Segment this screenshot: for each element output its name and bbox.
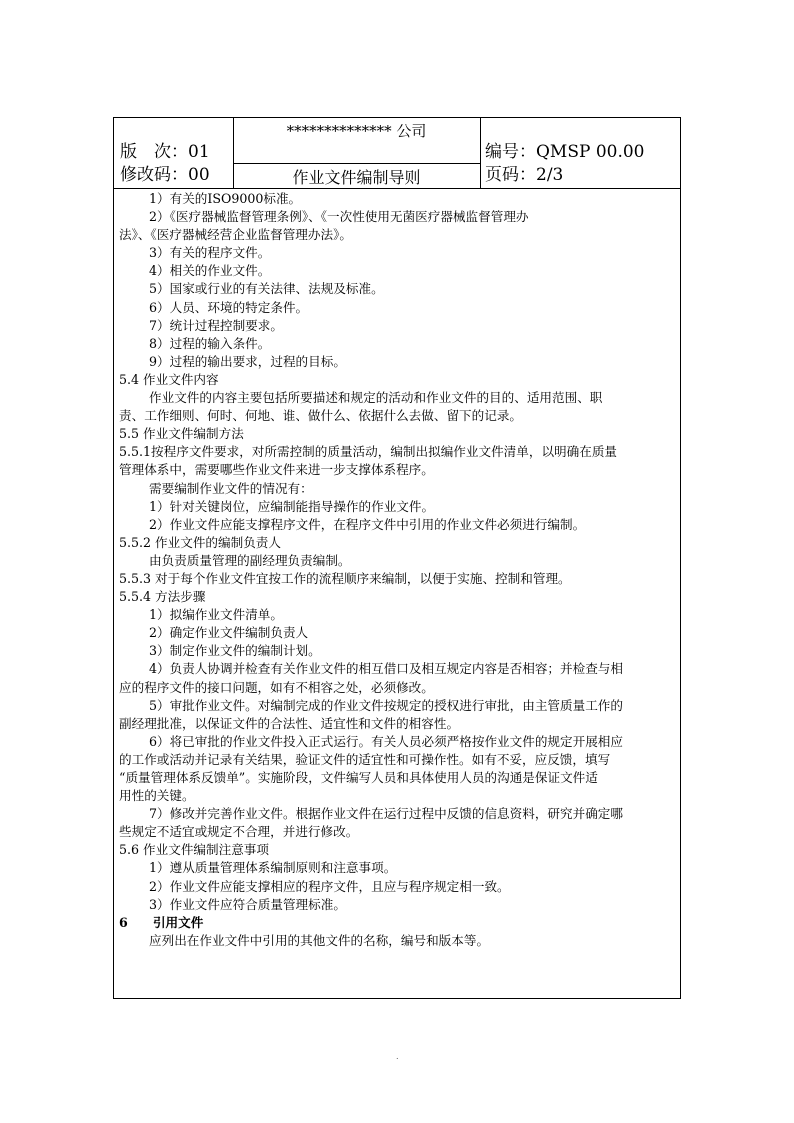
body-line: 作业文件的内容主要包括所要描述和规定的活动和作业文件的目的、适用范围、职 <box>149 390 603 406</box>
body-line: 4）负责人协调并检查有关作业文件的相互借口及相互规定内容是否相容；并检查与相 <box>149 661 623 677</box>
body-line: 5）国家或行业的有关法律、法规及标准。 <box>149 281 384 297</box>
document-title: 作业文件编制导则 <box>292 168 421 187</box>
body-line: 1）遵从质量管理体系编制原则和注意事项。 <box>149 860 397 876</box>
body-line: 5.5.4 方法步骤 <box>119 589 206 605</box>
body-line: 5.5.1按程序文件要求，对所需控制的质量活动，编制出拟编作业文件清单，以明确在质量 <box>119 444 618 460</box>
body-line: 2）作业文件应能支撑程序文件，在程序文件中引用的作业文件必须进行编制。 <box>149 516 586 532</box>
company-name: ************** 公司 <box>286 122 427 140</box>
edition-label: 版 次：01 <box>120 142 210 162</box>
body-line: 5.5 作业文件编制方法 <box>119 426 244 442</box>
revision-label: 修改码：00 <box>120 165 210 185</box>
body-line: 需要编制作业文件的情况有： <box>149 480 313 496</box>
body-line: 7）修改并完善作业文件。根据作业文件在运行过程中反馈的信息资料，研究并确定哪 <box>149 806 623 822</box>
body-line: 责、工作细则、何时、何地、谁、做什么、依据什么去做、留下的记录。 <box>119 408 522 424</box>
body-line: 2）《医疗器械监督管理条例》、《一次性使用无菌医疗器械监督管理办 <box>149 209 529 225</box>
body-line: 些规定不适宜或规定不合理，并进行修改。 <box>119 824 359 840</box>
document-header <box>114 118 680 189</box>
body-line: 1）拟编作业文件清单。 <box>149 607 283 623</box>
header-divider-right <box>480 118 481 188</box>
body-line: 1）针对关键岗位，应编制能指导操作的作业文件。 <box>149 498 435 514</box>
body-line: 用性的关键。 <box>119 788 195 804</box>
body-line: “质量管理体系反馈单”。实施阶段，文件编写人员和具体使用人员的沟通是保证文件适 <box>119 770 598 785</box>
body-line: 5.5.2 作业文件的编制负责人 <box>119 534 281 550</box>
body-line: 8）过程的输入条件。 <box>149 335 271 351</box>
body-line: 4）相关的作业文件。 <box>149 263 271 279</box>
body-line: 1）有关的ISO9000标准。 <box>149 191 302 206</box>
body-line: 7）统计过程控制要求。 <box>149 317 283 333</box>
body-line: 2）作业文件应能支撑相应的程序文件，且应与程序规定相一致。 <box>149 878 510 894</box>
body-line: 6）人员、环境的特定条件。 <box>149 299 309 315</box>
body-line: 5.4 作业文件内容 <box>119 371 219 387</box>
body-line: 3）有关的程序文件。 <box>149 245 271 261</box>
footer-mark: . <box>396 1052 399 1061</box>
document-body <box>119 190 675 950</box>
body-line: 5.6 作业文件编制注意事项 <box>119 842 269 858</box>
body-line: 应列出在作业文件中引用的其他文件的名称，编号和版本等。 <box>149 932 490 948</box>
body-line: 应的程序文件的接口问题，如有不相容之处，必须修改。 <box>119 679 434 695</box>
body-line: 由负责质量管理的副经理负责编制。 <box>149 552 351 568</box>
header-divider-middle <box>233 163 480 164</box>
body-line: 6）将已审批的作业文件投入正式运行。有关人员必须严格按作业文件的规定开展相应 <box>149 733 623 749</box>
body-line: 法》、《医疗器械经营企业监督管理办法》。 <box>119 227 352 243</box>
body-line: 3）制定作业文件的编制计划。 <box>149 643 321 659</box>
document-frame <box>113 117 681 999</box>
body-line: 副经理批准，以保证文件的合法性、适宜性和文件的相容性。 <box>119 715 460 731</box>
body-line: 6 引用文件 <box>119 914 204 930</box>
body-line: 管理体系中，需要哪些作业文件来进一步支撑体系程序。 <box>119 462 434 478</box>
body-line: 的工作或活动并记录有关结果，验证文件的适宜性和可操作性。如有不妥，应反馈，填写 <box>119 751 611 767</box>
body-line: 3）作业文件应符合质量管理标准。 <box>149 896 346 912</box>
body-line: 9）过程的输出要求，过程的目标。 <box>149 353 346 369</box>
body-line: 5）审批作业文件。对编制完成的作业文件按规定的授权进行审批，由主管质量工作的 <box>149 697 623 713</box>
document-number: 编号：QMSP 00.00 <box>485 142 645 162</box>
body-line: 2）确定作业文件编制负责人 <box>149 625 309 641</box>
body-line: 5.5.3 对于每个作业文件宜按工作的流程顺序来编制，以便于实施、控制和管理。 <box>119 570 571 586</box>
page-number: 页码：2/3 <box>485 165 564 185</box>
